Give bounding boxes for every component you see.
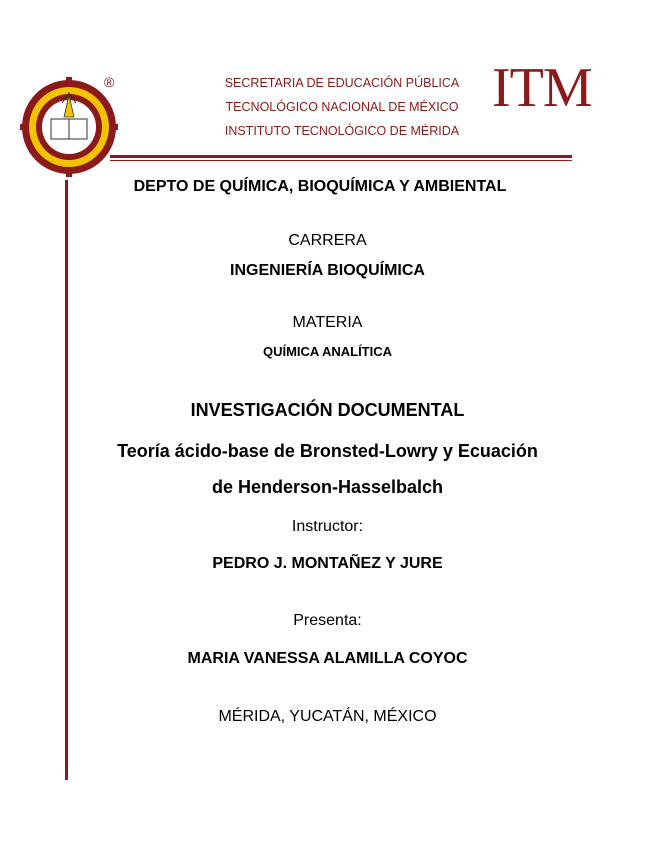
header-line-tecnm: TECNOLÓGICO NACIONAL DE MÉXICO: [225, 100, 459, 114]
header-line-itm: INSTITUTO TECNOLÓGICO DE MÉRIDA: [224, 124, 460, 138]
presenter-name: MARIA VANESSA ALAMILLA COYOC: [187, 650, 468, 667]
document-type: INVESTIGACIÓN DOCUMENTAL: [190, 400, 465, 420]
department-name: DEPTO DE QUÍMICA, BIOQUÍMICA Y AMBIENTAL: [133, 178, 507, 195]
title-line-2: de Henderson-Hasselbalch: [211, 477, 444, 497]
itm-brand-logo: ITM: [492, 57, 592, 119]
presenter-label: Presenta:: [293, 612, 362, 629]
subject-name: QUÍMICA ANALÍTICA: [262, 344, 393, 359]
location: MÉRIDA, YUCATÁN, MÉXICO: [218, 708, 437, 725]
career-label: CARRERA: [288, 232, 367, 249]
title-line-1: Teoría ácido-base de Bronsted-Lowry y Ecuación: [117, 441, 538, 461]
registered-mark: ®: [104, 74, 115, 90]
instructor-label: Instructor:: [291, 518, 364, 535]
header-divider-thin: [110, 160, 572, 161]
header-divider: [110, 155, 572, 158]
career-name: INGENIERÍA BIOQUÍMICA: [230, 262, 425, 279]
subject-label: MATERIA: [292, 314, 363, 331]
instructor-name: PEDRO J. MONTAÑEZ Y JURE: [212, 555, 443, 572]
header-line-sep: SECRETARIA DE EDUCACIÓN PÚBLICA: [224, 76, 460, 90]
